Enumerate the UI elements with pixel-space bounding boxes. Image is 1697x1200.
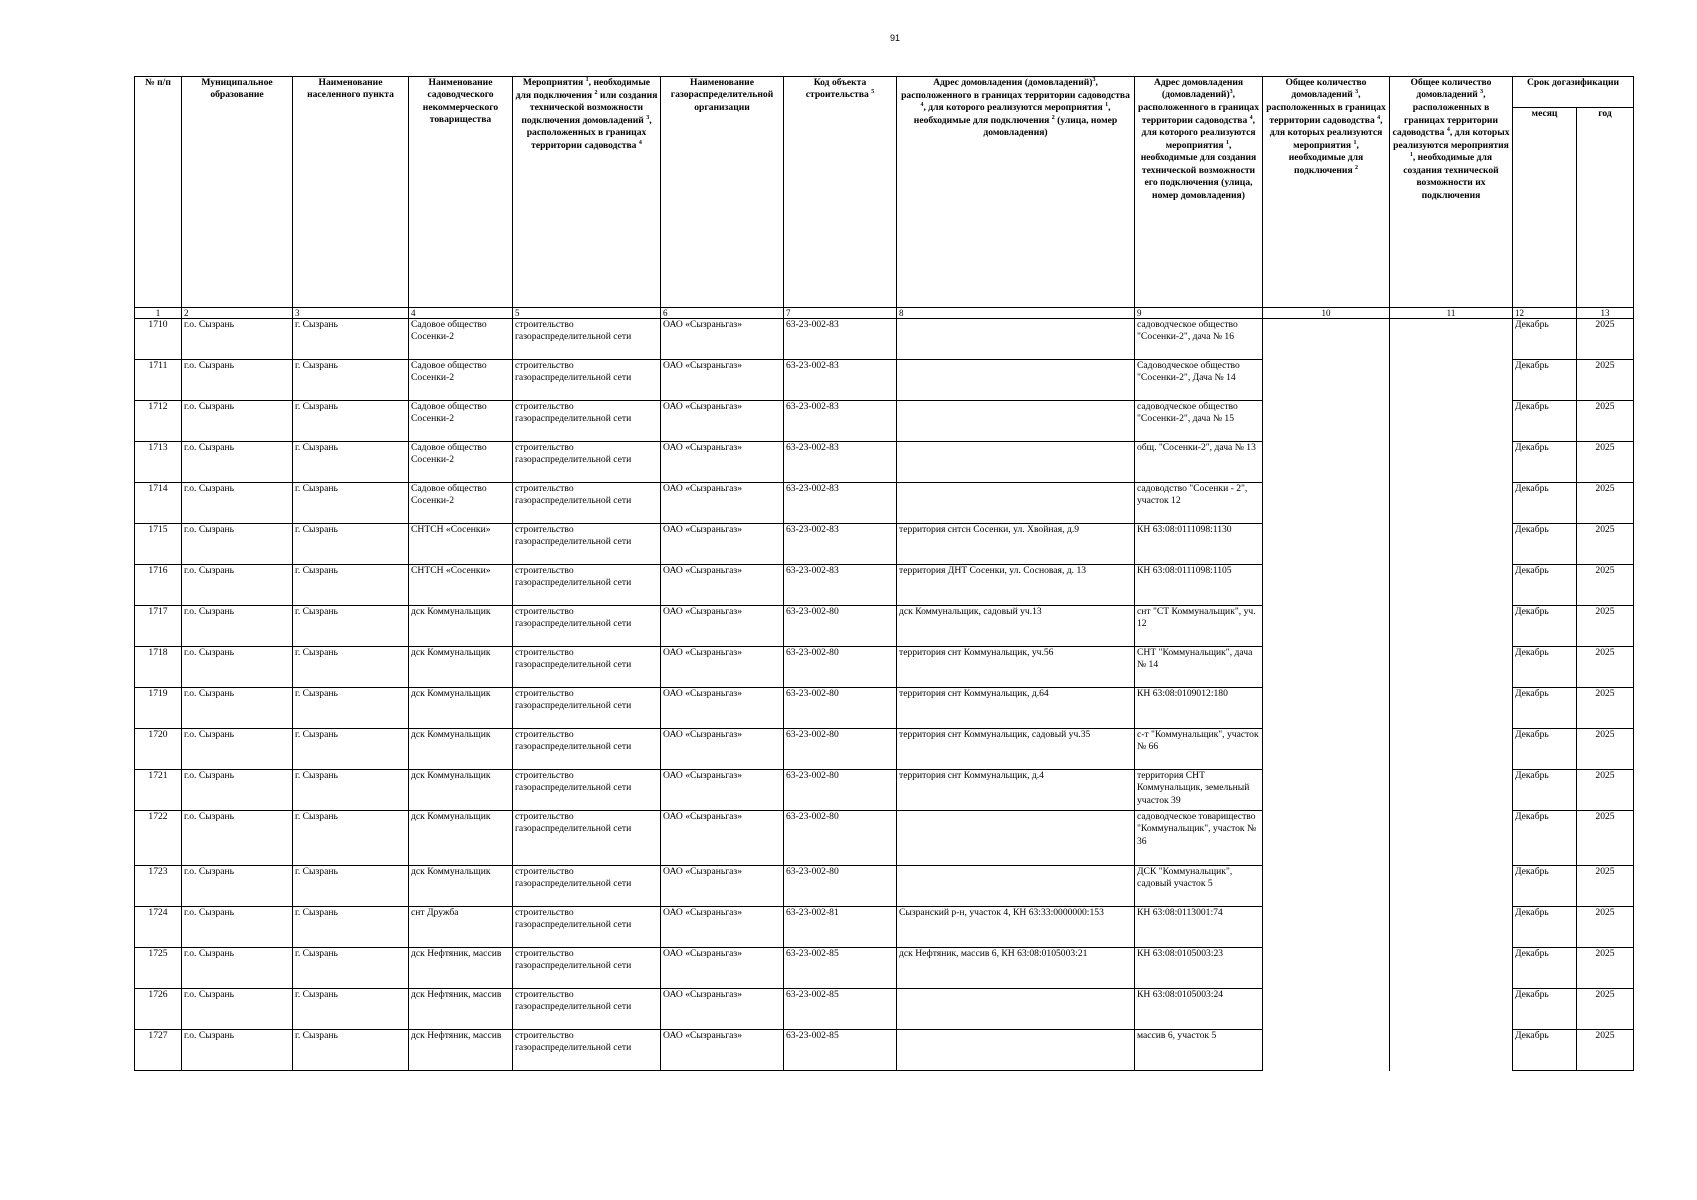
municipality: г.о. Сызрань: [182, 770, 293, 811]
settlement: г. Сызрань: [293, 1030, 409, 1071]
deadline-month: Декабрь: [1513, 319, 1577, 360]
gas-organization: ОАО «Сызраньгаз»: [661, 565, 784, 606]
deadline-year: 2025: [1577, 770, 1634, 811]
address-capacity: снт "СТ Коммунальщик", уч. 12: [1135, 606, 1263, 647]
activity: строительство газораспределительной сети: [513, 565, 661, 606]
column-number: 11: [1390, 308, 1513, 319]
address-connection: [897, 401, 1135, 442]
count-capacity: [1390, 688, 1513, 729]
count-connection: [1263, 1030, 1390, 1071]
table-row: [135, 866, 1634, 907]
object-code: 63-23-002-83: [784, 565, 897, 606]
address-capacity: садоводческое общество "Сосенки-2", дача № 16: [1135, 319, 1263, 360]
object-code: 63-23-002-81: [784, 907, 897, 948]
header-deadline: Срок догазификации: [1513, 77, 1634, 108]
address-capacity: СНТ "Коммунальщик", дача № 14: [1135, 647, 1263, 688]
municipality: г.о. Сызрань: [182, 442, 293, 483]
row-number: 1716: [135, 565, 182, 606]
municipality: г.о. Сызрань: [182, 401, 293, 442]
activity: строительство газораспределительной сети: [513, 524, 661, 565]
page-number: 91: [889, 33, 900, 43]
activity: строительство газораспределительной сети: [513, 811, 661, 866]
row-number: 1711: [135, 360, 182, 401]
deadline-year: 2025: [1577, 989, 1634, 1030]
header-col-2: Муниципальное образование: [182, 77, 293, 308]
address-connection: [897, 866, 1135, 907]
snt-name: дск Коммунальщик: [409, 811, 513, 866]
object-code: 63-23-002-83: [784, 360, 897, 401]
address-connection: [897, 360, 1135, 401]
address-connection: территория снтсн Сосенки, ул. Хвойная, д.9: [897, 524, 1135, 565]
deadline-month: Декабрь: [1513, 483, 1577, 524]
table-row: [135, 524, 1634, 565]
count-connection: [1263, 989, 1390, 1030]
table-body: [135, 319, 1634, 1071]
municipality: г.о. Сызрань: [182, 319, 293, 360]
object-code: 63-23-002-83: [784, 483, 897, 524]
deadline-month: Декабрь: [1513, 989, 1577, 1030]
address-capacity: КН 63:08:0113001:74: [1135, 907, 1263, 948]
object-code: 63-23-002-80: [784, 729, 897, 770]
gas-organization: ОАО «Сызраньгаз»: [661, 647, 784, 688]
count-capacity: [1390, 989, 1513, 1030]
count-connection: [1263, 360, 1390, 401]
address-connection: [897, 442, 1135, 483]
deadline-year: 2025: [1577, 647, 1634, 688]
activity: строительство газораспределительной сети: [513, 647, 661, 688]
header-month: месяц: [1513, 108, 1577, 308]
count-capacity: [1390, 770, 1513, 811]
snt-name: дск Нефтяник, массив: [409, 989, 513, 1030]
address-capacity: с-т "Коммунальщик", участок № 66: [1135, 729, 1263, 770]
gas-organization: ОАО «Сызраньгаз»: [661, 688, 784, 729]
count-capacity: [1390, 319, 1513, 360]
municipality: г.о. Сызрань: [182, 907, 293, 948]
settlement: г. Сызрань: [293, 401, 409, 442]
deadline-month: Декабрь: [1513, 565, 1577, 606]
object-code: 63-23-002-80: [784, 866, 897, 907]
gasification-table: [134, 76, 1634, 1071]
snt-name: дск Коммунальщик: [409, 866, 513, 907]
municipality: г.о. Сызрань: [182, 524, 293, 565]
deadline-year: 2025: [1577, 729, 1634, 770]
gas-organization: ОАО «Сызраньгаз»: [661, 866, 784, 907]
deadline-month: Декабрь: [1513, 360, 1577, 401]
object-code: 63-23-002-80: [784, 647, 897, 688]
address-capacity: территория СНТ Коммунальщик, земельный участок 39: [1135, 770, 1263, 811]
snt-name: дск Нефтяник, массив: [409, 1030, 513, 1071]
municipality: г.о. Сызрань: [182, 647, 293, 688]
object-code: 63-23-002-80: [784, 770, 897, 811]
table-row: [135, 647, 1634, 688]
address-capacity: Садоводческое общество "Сосенки-2", Дача № 14: [1135, 360, 1263, 401]
count-capacity: [1390, 811, 1513, 866]
count-connection: [1263, 770, 1390, 811]
gas-organization: ОАО «Сызраньгаз»: [661, 811, 784, 866]
count-connection: [1263, 442, 1390, 483]
settlement: г. Сызрань: [293, 319, 409, 360]
municipality: г.о. Сызрань: [182, 360, 293, 401]
table-row: [135, 770, 1634, 811]
column-number: 12: [1513, 308, 1577, 319]
header-col-10: Общее количество домовладений $^3$, расположенных в границах территории садоводства $^4$, для которых реализуются мероприятия $^1$, необходимые для подключения $^2$: [1263, 77, 1390, 308]
activity: строительство газораспределительной сети: [513, 948, 661, 989]
object-code: 63-23-002-83: [784, 401, 897, 442]
address-capacity: садоводство "Сосенки - 2", участок 12: [1135, 483, 1263, 524]
deadline-month: Декабрь: [1513, 442, 1577, 483]
address-connection: [897, 1030, 1135, 1071]
count-connection: [1263, 729, 1390, 770]
address-capacity: КН 63:08:0105003:24: [1135, 989, 1263, 1030]
deadline-month: Декабрь: [1513, 647, 1577, 688]
settlement: г. Сызрань: [293, 811, 409, 866]
column-number: 6: [661, 308, 784, 319]
activity: строительство газораспределительной сети: [513, 866, 661, 907]
address-capacity: общ. "Сосенки-2", дача № 13: [1135, 442, 1263, 483]
count-capacity: [1390, 606, 1513, 647]
table-row: [135, 907, 1634, 948]
header-col-11: Общее количество домовладений $^3$, расположенных в границах территории садоводства $^4$, для которых реализуются мероприятия $^1$, необходимые для создания технической возможности их подключения: [1390, 77, 1513, 308]
column-number: 7: [784, 308, 897, 319]
address-connection: территория ДНТ Сосенки, ул. Сосновая, д. 13: [897, 565, 1135, 606]
activity: строительство газораспределительной сети: [513, 606, 661, 647]
settlement: г. Сызрань: [293, 442, 409, 483]
count-connection: [1263, 866, 1390, 907]
snt-name: дск Коммунальщик: [409, 647, 513, 688]
deadline-year: 2025: [1577, 401, 1634, 442]
snt-name: дск Коммунальщик: [409, 606, 513, 647]
table-row: [135, 401, 1634, 442]
municipality: г.о. Сызрань: [182, 948, 293, 989]
address-capacity: ДСК "Коммунальщик", садовый участок 5: [1135, 866, 1263, 907]
object-code: 63-23-002-83: [784, 442, 897, 483]
row-number: 1727: [135, 1030, 182, 1071]
count-capacity: [1390, 401, 1513, 442]
column-number: 13: [1577, 308, 1634, 319]
deadline-month: Декабрь: [1513, 811, 1577, 866]
header-col-6: Наименование газораспределительной организации: [661, 77, 784, 308]
table-row: [135, 811, 1634, 866]
column-number: 10: [1263, 308, 1390, 319]
deadline-year: 2025: [1577, 688, 1634, 729]
activity: строительство газораспределительной сети: [513, 401, 661, 442]
municipality: г.о. Сызрань: [182, 811, 293, 866]
header-year: год: [1577, 108, 1634, 308]
table-row: [135, 483, 1634, 524]
column-number: 9: [1135, 308, 1263, 319]
address-capacity: массив 6, участок 5: [1135, 1030, 1263, 1071]
snt-name: снт Дружба: [409, 907, 513, 948]
count-capacity: [1390, 948, 1513, 989]
deadline-year: 2025: [1577, 565, 1634, 606]
municipality: г.о. Сызрань: [182, 1030, 293, 1071]
row-number: 1718: [135, 647, 182, 688]
address-connection: территория снт Коммунальщик, уч.56: [897, 647, 1135, 688]
address-connection: территория снт Коммунальщик, д.64: [897, 688, 1135, 729]
deadline-month: Декабрь: [1513, 770, 1577, 811]
activity: строительство газораспределительной сети: [513, 688, 661, 729]
municipality: г.о. Сызрань: [182, 565, 293, 606]
count-capacity: [1390, 565, 1513, 606]
row-number: 1712: [135, 401, 182, 442]
activity: строительство газораспределительной сети: [513, 1030, 661, 1071]
deadline-year: 2025: [1577, 811, 1634, 866]
gas-organization: ОАО «Сызраньгаз»: [661, 442, 784, 483]
address-connection: [897, 989, 1135, 1030]
column-number: 2: [182, 308, 293, 319]
row-number: 1722: [135, 811, 182, 866]
deadline-year: 2025: [1577, 319, 1634, 360]
table-row: [135, 989, 1634, 1030]
table-row: [135, 948, 1634, 989]
header-col-3: Наименование населенного пункта: [293, 77, 409, 308]
column-number: 4: [409, 308, 513, 319]
address-connection: [897, 811, 1135, 866]
row-number: 1719: [135, 688, 182, 729]
address-capacity: КН 63:08:0109012:180: [1135, 688, 1263, 729]
count-capacity: [1390, 524, 1513, 565]
object-code: 63-23-002-80: [784, 688, 897, 729]
header-col-1: № п/п: [135, 77, 182, 308]
activity: строительство газораспределительной сети: [513, 770, 661, 811]
address-connection: [897, 483, 1135, 524]
count-connection: [1263, 483, 1390, 524]
address-capacity: КН 63:08:0111098:1105: [1135, 565, 1263, 606]
address-capacity: КН 63:08:0111098:1130: [1135, 524, 1263, 565]
deadline-year: 2025: [1577, 948, 1634, 989]
gas-organization: ОАО «Сызраньгаз»: [661, 729, 784, 770]
header-col-4: Наименование садоводческого некоммерческого товарищества: [409, 77, 513, 308]
row-number: 1721: [135, 770, 182, 811]
gas-organization: ОАО «Сызраньгаз»: [661, 360, 784, 401]
gas-organization: ОАО «Сызраньгаз»: [661, 989, 784, 1030]
table-row: [135, 688, 1634, 729]
activity: строительство газораспределительной сети: [513, 989, 661, 1030]
gas-organization: ОАО «Сызраньгаз»: [661, 948, 784, 989]
count-connection: [1263, 401, 1390, 442]
activity: строительство газораспределительной сети: [513, 907, 661, 948]
address-connection: [897, 319, 1135, 360]
gas-organization: ОАО «Сызраньгаз»: [661, 606, 784, 647]
snt-name: дск Коммунальщик: [409, 688, 513, 729]
municipality: г.о. Сызрань: [182, 866, 293, 907]
municipality: г.о. Сызрань: [182, 729, 293, 770]
deadline-month: Декабрь: [1513, 907, 1577, 948]
count-connection: [1263, 811, 1390, 866]
count-connection: [1263, 319, 1390, 360]
object-code: 63-23-002-85: [784, 1030, 897, 1071]
address-capacity: садоводческое общество "Сосенки-2", дача № 15: [1135, 401, 1263, 442]
gas-organization: ОАО «Сызраньгаз»: [661, 770, 784, 811]
deadline-year: 2025: [1577, 606, 1634, 647]
header-col-5: Мероприятия $^1$, необходимые для подключения $^2$ или создания технической возможности подключения домовладений $^3$, расположенных в границах территории садоводства $^4$: [513, 77, 661, 308]
deadline-month: Декабрь: [1513, 524, 1577, 565]
object-code: 63-23-002-85: [784, 948, 897, 989]
count-capacity: [1390, 360, 1513, 401]
address-connection: территория снт Коммунальщик, садовый уч.35: [897, 729, 1135, 770]
deadline-month: Декабрь: [1513, 729, 1577, 770]
count-connection: [1263, 907, 1390, 948]
settlement: г. Сызрань: [293, 524, 409, 565]
snt-name: дск Коммунальщик: [409, 729, 513, 770]
object-code: 63-23-002-83: [784, 524, 897, 565]
count-connection: [1263, 606, 1390, 647]
address-connection: дск Нефтяник, массив 6, КН 63:08:0105003:21: [897, 948, 1135, 989]
count-connection: [1263, 647, 1390, 688]
deadline-month: Декабрь: [1513, 606, 1577, 647]
row-number: 1710: [135, 319, 182, 360]
row-number: 1714: [135, 483, 182, 524]
settlement: г. Сызрань: [293, 360, 409, 401]
settlement: г. Сызрань: [293, 688, 409, 729]
row-number: 1715: [135, 524, 182, 565]
deadline-year: 2025: [1577, 442, 1634, 483]
settlement: г. Сызрань: [293, 606, 409, 647]
column-number: 1: [135, 308, 182, 319]
row-number: 1726: [135, 989, 182, 1030]
deadline-month: Декабрь: [1513, 688, 1577, 729]
row-number: 1713: [135, 442, 182, 483]
address-capacity: садоводческое товарищество "Коммунальщик", участок № 36: [1135, 811, 1263, 866]
header-col-8: Адрес домовладения (домовладений)$^3$, расположенного в границах территории садоводства $^4$, для которого реализуются мероприятия $^1$, необходимые для подключения $^2$ (улица, номер домовладения): [897, 77, 1135, 308]
deadline-month: Декабрь: [1513, 866, 1577, 907]
deadline-month: Декабрь: [1513, 401, 1577, 442]
snt-name: Садовое общество Сосенки-2: [409, 319, 513, 360]
object-code: 63-23-002-80: [784, 606, 897, 647]
column-number: 8: [897, 308, 1135, 319]
deadline-month: Декабрь: [1513, 1030, 1577, 1071]
gas-organization: ОАО «Сызраньгаз»: [661, 907, 784, 948]
settlement: г. Сызрань: [293, 948, 409, 989]
table-row: [135, 319, 1634, 360]
table-header: [135, 77, 1634, 319]
snt-name: Садовое общество Сосенки-2: [409, 483, 513, 524]
snt-name: Садовое общество Сосенки-2: [409, 442, 513, 483]
municipality: г.о. Сызрань: [182, 606, 293, 647]
activity: строительство газораспределительной сети: [513, 483, 661, 524]
snt-name: СНТСН «Сосенки»: [409, 565, 513, 606]
table-row: [135, 729, 1634, 770]
activity: строительство газораспределительной сети: [513, 442, 661, 483]
gas-organization: ОАО «Сызраньгаз»: [661, 483, 784, 524]
snt-name: дск Нефтяник, массив: [409, 948, 513, 989]
settlement: г. Сызрань: [293, 907, 409, 948]
municipality: г.о. Сызрань: [182, 688, 293, 729]
count-capacity: [1390, 647, 1513, 688]
deadline-year: 2025: [1577, 360, 1634, 401]
table-row: [135, 1030, 1634, 1071]
deadline-year: 2025: [1577, 866, 1634, 907]
settlement: г. Сызрань: [293, 483, 409, 524]
snt-name: Садовое общество Сосенки-2: [409, 360, 513, 401]
count-capacity: [1390, 866, 1513, 907]
table-row: [135, 360, 1634, 401]
deadline-month: Декабрь: [1513, 948, 1577, 989]
activity: строительство газораспределительной сети: [513, 729, 661, 770]
deadline-year: 2025: [1577, 1030, 1634, 1071]
deadline-year: 2025: [1577, 524, 1634, 565]
column-number: 5: [513, 308, 661, 319]
table-row: [135, 606, 1634, 647]
object-code: 63-23-002-83: [784, 319, 897, 360]
gas-organization: ОАО «Сызраньгаз»: [661, 319, 784, 360]
activity: строительство газораспределительной сети: [513, 360, 661, 401]
address-connection: дск Коммунальщик, садовый уч.13: [897, 606, 1135, 647]
row-number: 1723: [135, 866, 182, 907]
count-connection: [1263, 688, 1390, 729]
count-connection: [1263, 948, 1390, 989]
row-number: 1724: [135, 907, 182, 948]
municipality: г.о. Сызрань: [182, 483, 293, 524]
gas-organization: ОАО «Сызраньгаз»: [661, 401, 784, 442]
settlement: г. Сызрань: [293, 647, 409, 688]
count-connection: [1263, 565, 1390, 606]
settlement: г. Сызрань: [293, 729, 409, 770]
count-connection: [1263, 524, 1390, 565]
count-capacity: [1390, 907, 1513, 948]
gas-organization: ОАО «Сызраньгаз»: [661, 1030, 784, 1071]
settlement: г. Сызрань: [293, 770, 409, 811]
deadline-year: 2025: [1577, 483, 1634, 524]
object-code: 63-23-002-80: [784, 811, 897, 866]
count-capacity: [1390, 1030, 1513, 1071]
address-connection: Сызранский р-н, участок 4, КН 63:33:0000000:153: [897, 907, 1135, 948]
gas-organization: ОАО «Сызраньгаз»: [661, 524, 784, 565]
header-col-9: Адрес домовладения (домовладений)$^3$, расположенного в границах территории садоводства $^4$, для которого реализуются мероприятия $^1$, необходимые для создания технической возможности его подключения (улица, номер домовладения): [1135, 77, 1263, 308]
count-capacity: [1390, 729, 1513, 770]
settlement: г. Сызрань: [293, 989, 409, 1030]
column-number: 3: [293, 308, 409, 319]
object-code: 63-23-002-85: [784, 989, 897, 1030]
settlement: г. Сызрань: [293, 866, 409, 907]
table-row: [135, 565, 1634, 606]
deadline-year: 2025: [1577, 907, 1634, 948]
row-number: 1717: [135, 606, 182, 647]
row-number: 1725: [135, 948, 182, 989]
address-connection: территория снт Коммунальщик, д.4: [897, 770, 1135, 811]
municipality: г.о. Сызрань: [182, 989, 293, 1030]
table-row: [135, 442, 1634, 483]
settlement: г. Сызрань: [293, 565, 409, 606]
snt-name: дск Коммунальщик: [409, 770, 513, 811]
activity: строительство газораспределительной сети: [513, 319, 661, 360]
row-number: 1720: [135, 729, 182, 770]
address-capacity: КН 63:08:0105003:23: [1135, 948, 1263, 989]
count-capacity: [1390, 483, 1513, 524]
snt-name: СНТСН «Сосенки»: [409, 524, 513, 565]
count-capacity: [1390, 442, 1513, 483]
column-number-row: [135, 308, 1634, 319]
header-col-7: Код объекта строительства $^5$: [784, 77, 897, 308]
snt-name: Садовое общество Сосенки-2: [409, 401, 513, 442]
